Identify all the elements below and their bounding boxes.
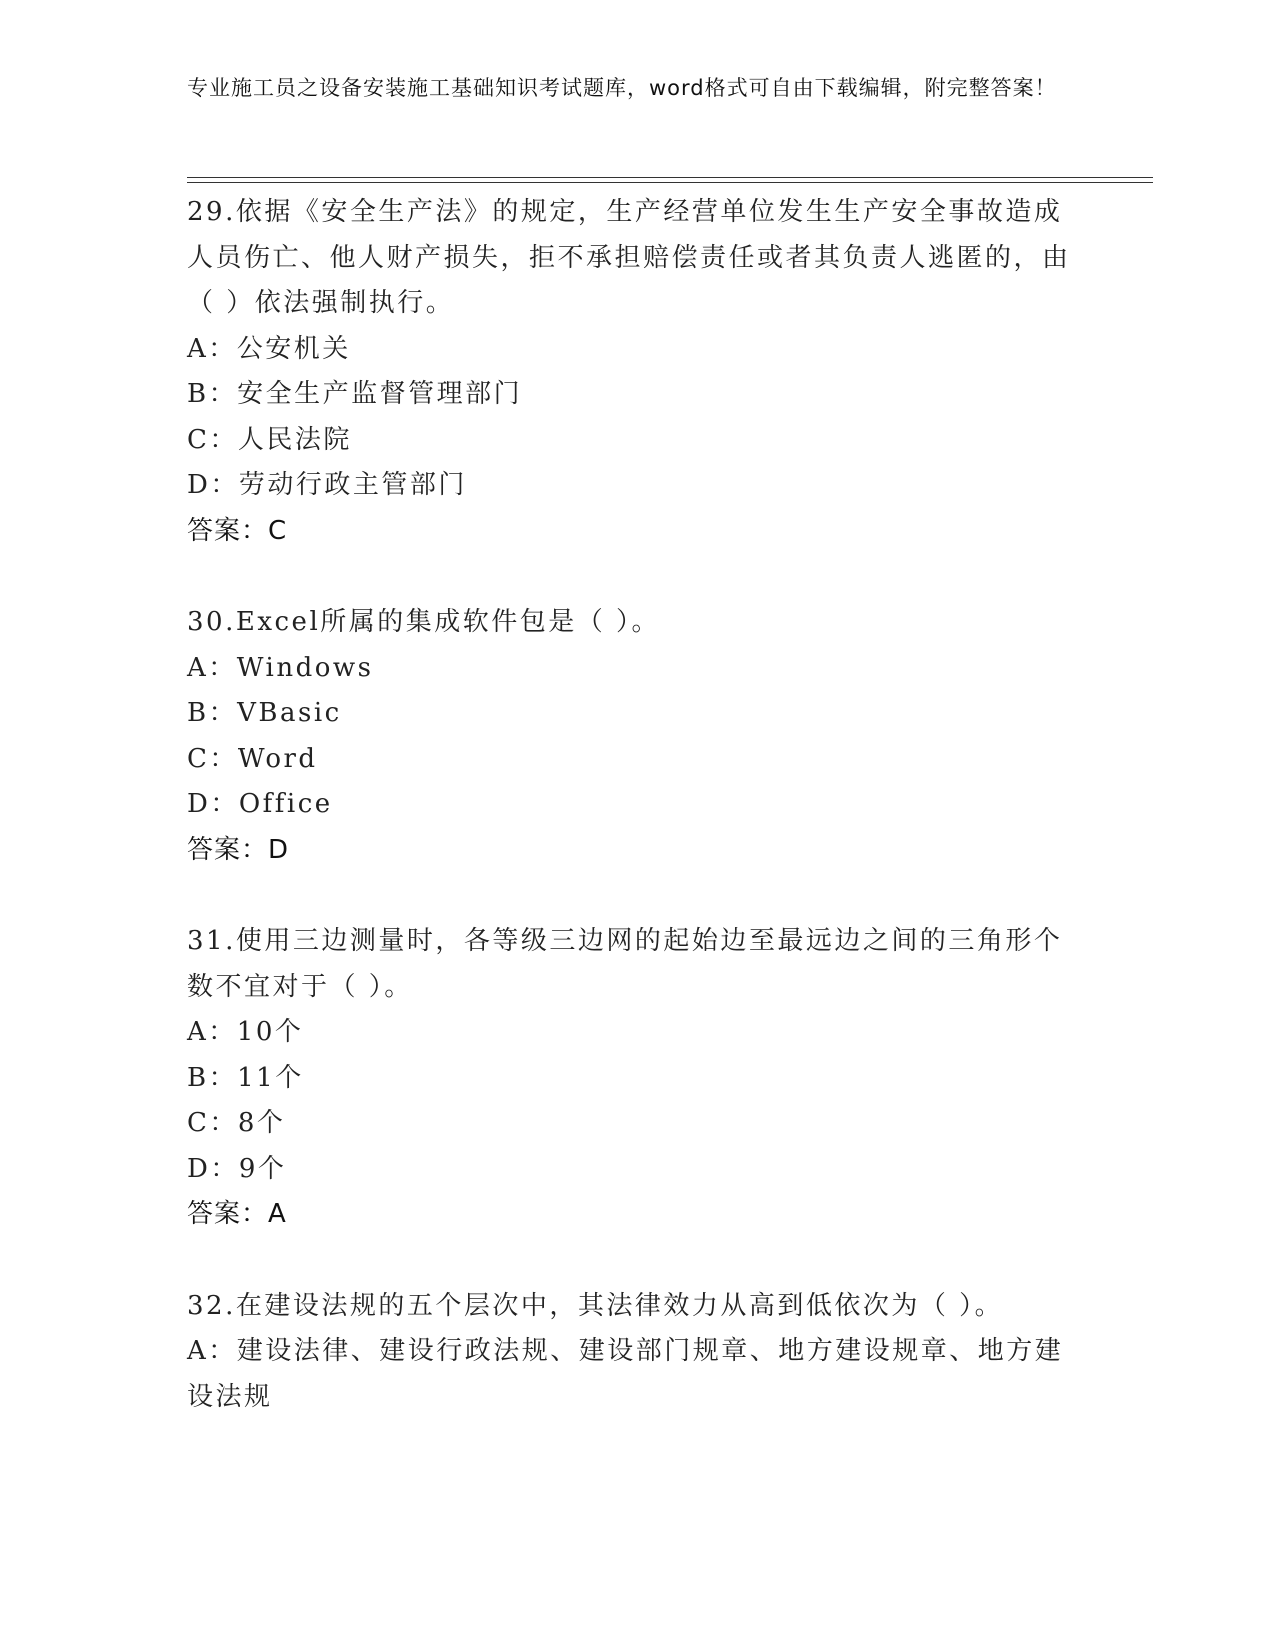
question-list [187,190,1087,1466]
option-a: A：公安机关 [187,333,351,364]
question-31 [187,919,1087,1238]
question-stem: 29.依据《安全生产法》的规定，生产经营单位发生生产安全事故造成人员伤亡、他人财产损失，拒不承担赔偿责任或者其负责人逃匿的，由（ ）依法强制执行。 [187,197,1071,318]
answer-line: 答案：C [187,515,288,546]
question-30 [187,600,1087,873]
option-c: C：8个 [187,1108,286,1138]
question-stem: 30.Excel所属的集成软件包是（ ）。 [187,607,661,637]
option-d: D：劳动行政主管部门 [187,470,467,500]
option-c: C：人民法院 [187,424,352,455]
option-d: D：Office [187,789,333,819]
option-a: A：10个 [187,1017,304,1047]
option-d: D：9个 [187,1153,287,1184]
option-c: C：Word [187,743,318,774]
header-divider-bottom [187,182,1153,183]
option-b: B：11个 [187,1062,304,1093]
option-a: A：建设法律、建设行政法规、建设部门规章、地方建设规章、地方建设法规 [187,1336,1064,1412]
document-header: 专业施工员之设备安装施工基础知识考试题库，word格式可自由下载编辑，附完整答案！ [187,76,1057,100]
answer-line: 答案：D [187,834,290,865]
answer-line: 答案：A [187,1199,287,1229]
question-stem: 31.使用三边测量时，各等级三边网的起始边至最远边之间的三角形个数不宜对于（ ）。 [187,926,1063,1002]
question-32 [187,1284,1087,1421]
question-29 [187,190,1087,554]
option-a: A：Windows [187,652,374,683]
question-stem: 32.在建设法规的五个层次中，其法律效力从高到低依次为（ ）。 [187,1290,1004,1321]
option-b: B：VBasic [187,698,342,728]
option-b: B：安全生产监督管理部门 [187,379,523,409]
header-divider-top [187,177,1153,178]
